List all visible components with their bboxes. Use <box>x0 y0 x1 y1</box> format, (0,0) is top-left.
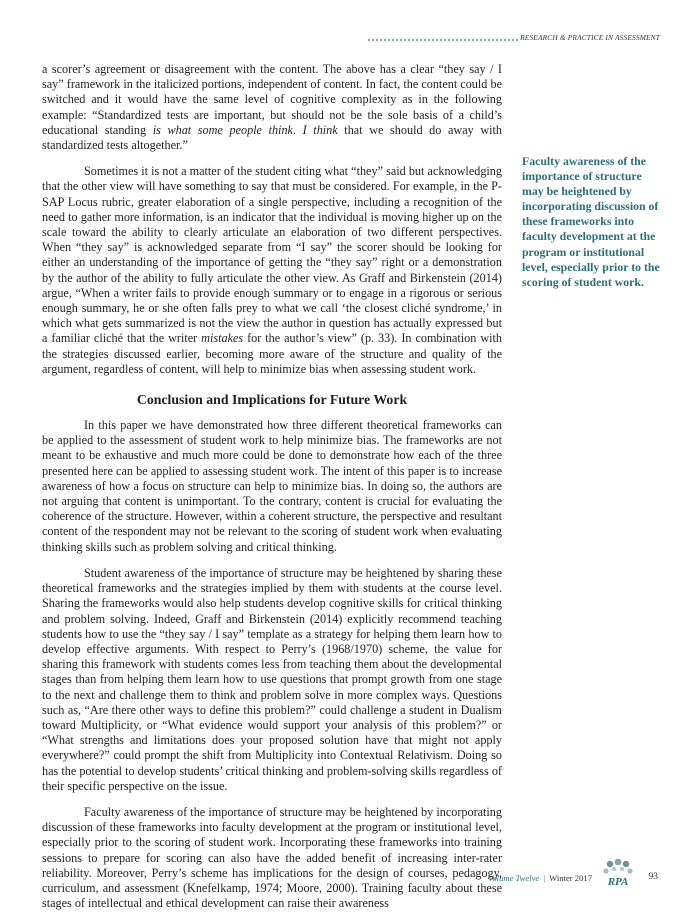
italic-phrase: mistakes <box>201 331 244 346</box>
running-title: RESEARCH & PRACTICE IN ASSESSMENT <box>520 33 660 42</box>
paragraph-they-say <box>42 164 502 377</box>
pull-quote: Faculty awareness of the importance of structure may be heightened by incorporating discussion of these frameworks into faculty development at the program or institutional level, especially prior to the scoring of student work. <box>522 154 660 289</box>
page-footer <box>418 862 658 892</box>
italic-phrase: I think <box>302 122 338 137</box>
paragraph-text: Sometimes it is not a matter of the student citing what “they” said but acknowledging that the other view will have something to say that must be considered. For example, in the P-SAP Locus rubric, greater elaboration of a single perspective, including a recognition of the need to gather more information, is an indicator that the individual is moving higher up on the scale toward the ability to clearly articulate an elaboration of two different perspectives. When “they say” is acknowledged separate from “I say” the scorer should be looking for either an understanding of the importance of getting the “they say” right or a demonstration by the author of the ability to fully articulate the other view. As Graff and Birkenstein (2014) argue, “When a writer fails to provide enough summary or to engage in a rigorous or serious enough summary, he or she often falls prey to what we call ‘the closest cliché syndrome,’ in which what gets summarized is not the view the author in question has actually expressed but a familiar cliché that the writer <box>42 164 502 346</box>
footer-citation <box>488 873 592 883</box>
running-header <box>0 33 700 47</box>
paragraph-continuation <box>42 62 502 153</box>
footer-separator: | <box>543 873 546 883</box>
paragraph-text: that we should do away with standardized tests altogether.” <box>42 122 502 153</box>
italic-phrase: is what some people think <box>152 122 293 137</box>
section-heading: Conclusion and Implications for Future Work <box>136 392 408 408</box>
footer-volume: Volume Twelve <box>488 873 540 883</box>
rpa-logo-icon <box>600 858 636 892</box>
logo-text: RPA <box>607 876 629 888</box>
paragraph-text: . <box>292 122 303 137</box>
paragraph-text: for the author’s view” (p. 33). In combination with the strategies discussed earlier, becoming more aware of the structure and quality of the argument, regardless of content, will help to minimize bias when assessing student work. <box>42 331 503 376</box>
page-number: 93 <box>648 872 658 882</box>
main-column <box>42 62 502 922</box>
paragraph-student-awareness: Student awareness of the importance of structure may be heightened by sharing these theoretical frameworks and the strategies implied by them with students at the course level. Sharing the frameworks would also help students develop cognitive skills for critical thinking and problem solving. Indeed, Graff and Birkenstein (2014) explicitly recommend teaching students how to use the “they say / I say” template as a strategy for helping them learn how to develop effective arguments. With respect to Perry’s (1968/1970) scheme, the value for sharing this framework with students comes less from teaching them about the developmental stages than from helping them learn how to use questions that prompt growth from one stage to the next and challenge them to think and problem solve in more complex ways. Questions such as, “Are there other ways to define this problem?” could challenge a student in Dualism toward Multiplicity, or “What evidence would support your analysis of this problem?” or “What strengths and limitations does your proposed solution have that might not apply everywhere?” could prompt the shift from Multiplicity into Contextual Relativism. Doing so has the potential to develop students’ critical thinking and problem-solving skills regardless of their specific perspective on the issue. <box>42 565 502 793</box>
paragraph-conclusion: In this paper we have demonstrated how three different theoretical frameworks can be applied to the assessment of student work to help minimize bias. The frameworks are not meant to be exhaustive and much more could be done to demonstrate how each of the three presented here can be applied to assessing student work. The intent of this paper is to increase awareness of how a focus on structure can help to minimize bias. In doing so, the authors are not arguing that content is unimportant. To the contrary, content is crucial for evaluating the coherence of the structure. However, within a coherent structure, the perspective and resultant content of the respondent may not be relevant to the scoring of student work when evaluating thinking skills such as problem solving and critical thinking. <box>42 418 502 554</box>
paragraph-text: a scorer’s agreement or disagreement with the content. The above has a clear “they say / I say” framework in the italicized portions, independent of content. In fact, the content could be switched and it would have the same level of cognitive complexity as in the following example: “Standardized tests are important, but should not be the sole basis of a child’s educational standing <box>42 62 502 137</box>
footer-issue: Winter 2017 <box>549 873 592 883</box>
header-dotted-rule <box>368 39 518 41</box>
paragraph-faculty-awareness: Faculty awareness of the importance of structure may be heightened by incorporating discussion of these frameworks into faculty development at the program or institutional level, especially prior to the scoring of student work. Incorporating these frameworks into training sessions to prepare for scoring can also have the added benefit of increasing inter-rater reliability. Moreover, Perry’s scheme has implications for the design of courses, pedagogy, curriculum, and assessment (Knefelkamp, 1974; Moore, 2000). Training faculty about these stages of intellectual and ethical development can raise their awareness <box>42 804 502 911</box>
